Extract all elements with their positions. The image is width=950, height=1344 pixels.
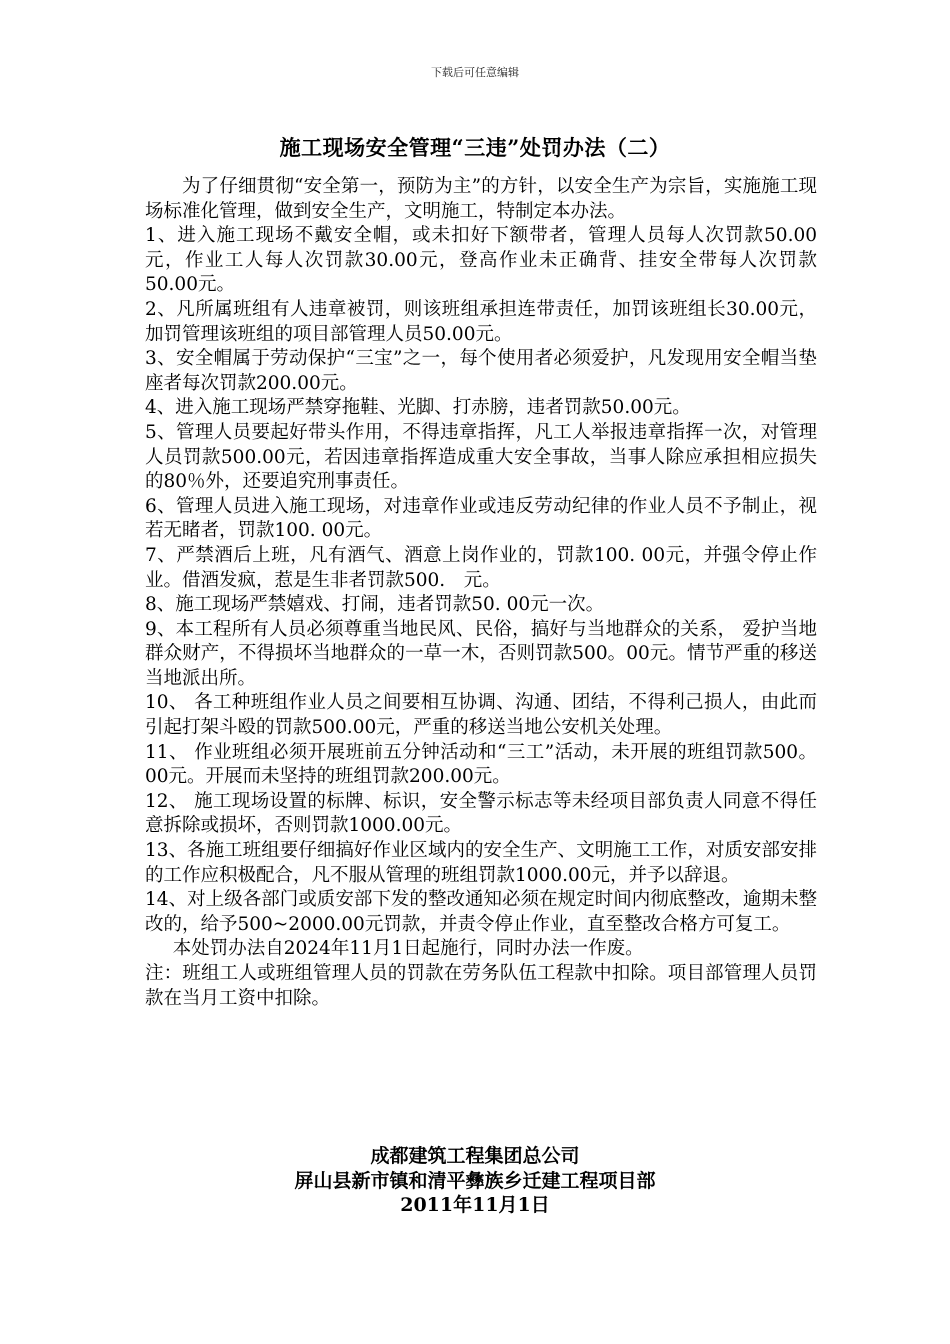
- rule-item: 6、管理人员进入施工现场，对违章作业或违反劳动纪律的作业人员不予制止，视若无睹者，罚款100. 00元。: [145, 495, 817, 542]
- rule-item: 8、施工现场严禁嬉戏、打闹，违者罚款50. 00元一次。: [145, 594, 605, 616]
- rule-item: 1、进入施工现场不戴安全帽，或未扣好下额带者，管理人员每人次罚款50.00元，作业工人每人次罚款30.00元，登高作业未正确背、挂安全带每人次罚款50.00元。: [145, 225, 817, 296]
- rule-item: 13、各施工班组要仔细搞好作业区域内的安全生产、文明施工工作，对质安部安排的工作应积极配合，凡不服从管理的班组罚款1000.00元，并予以辞退。: [145, 840, 817, 886]
- signature-date: 2011年11月1日: [400, 1194, 550, 1216]
- rule-item: 2、凡所属班组有人违章被罚，则该班组承担连带责任，加罚该班组长30.00元，加罚管理该班组的项目部管理人员50.00元。: [145, 298, 817, 345]
- note-paragraph: 注：班组工人或班组管理人员的罚款在劳务队伍工程款中扣除。项目部管理人员罚款在当月工资中扣除。: [145, 963, 817, 1009]
- rule-item: 11、 作业班组必须开展班前五分钟活动和“三工”活动，未开展的班组罚款500。00元。开展而未坚持的班组罚款200.00元。: [145, 741, 817, 788]
- rule-item: 14、对上级各部门或质安部下发的整改通知必须在规定时间内彻底整改，逾期未整改的，给予500~2000.00元罚款，并责令停止作业，直至整改合格方可复工。: [145, 889, 817, 935]
- intro-paragraph: 为了仔细贯彻“安全第一，预防为主”的方针，以安全生产为宗旨，实施施工现场标准化管理，做到安全生产，文明施工，特制定本办法。: [145, 176, 817, 222]
- header-note: 下载后可任意编辑: [431, 66, 519, 79]
- signature-block: [0, 1144, 950, 1218]
- rule-item: 10、 各工种班组作业人员之间要相互协调、沟通、团结，不得利己损人，由此而引起打架斗殴的罚款500.00元，严重的移送当地公安机关处理。: [145, 692, 817, 739]
- rule-item: 9、本工程所有人员必须尊重当地民风、民俗，搞好与当地群众的关系， 爱护当地群众财产，不得损坏当地群众的一草一木，否则罚款500。00元。情节严重的移送当地派出所。: [145, 618, 817, 689]
- document-body: [145, 175, 817, 1011]
- rule-item: 3、安全帽属于劳动保护“三宝”之一，每个使用者必须爱护，凡发现用安全帽当垫座者每次罚款200.00元。: [145, 348, 817, 394]
- rule-item: 4、进入施工现场严禁穿拖鞋、光脚、打赤膀，违者罚款50.00元。: [145, 397, 691, 419]
- rule-item: 12、 施工现场设置的标牌、标识，安全警示标志等未经项目部负责人同意不得任意拆除或损坏，否则罚款1000.00元。: [145, 790, 817, 837]
- rule-item: 5、管理人员要起好带头作用，不得违章指挥，凡工人举报违章指挥一次，对管理人员罚款500.00元，若因违章指挥造成重大安全事故，当事人除应承担相应损失的80％外，还要追究刑事责任。: [145, 421, 817, 493]
- effective-date-paragraph: 本处罚办法自2024年11月1日起施行，同时办法一作废。: [172, 938, 644, 960]
- rule-item: 7、严禁酒后上班，凡有酒气、酒意上岗作业的，罚款100. 00元，并强令停止作业。借酒发疯，惹是生非者罚款500. 元。: [145, 544, 817, 591]
- signature-project: 屏山县新市镇和清平彝族乡迁建工程项目部: [294, 1169, 656, 1192]
- page-title: 施工现场安全管理“三违”处罚办法（二）: [279, 135, 671, 160]
- signature-company: 成都建筑工程集团总公司: [370, 1145, 580, 1167]
